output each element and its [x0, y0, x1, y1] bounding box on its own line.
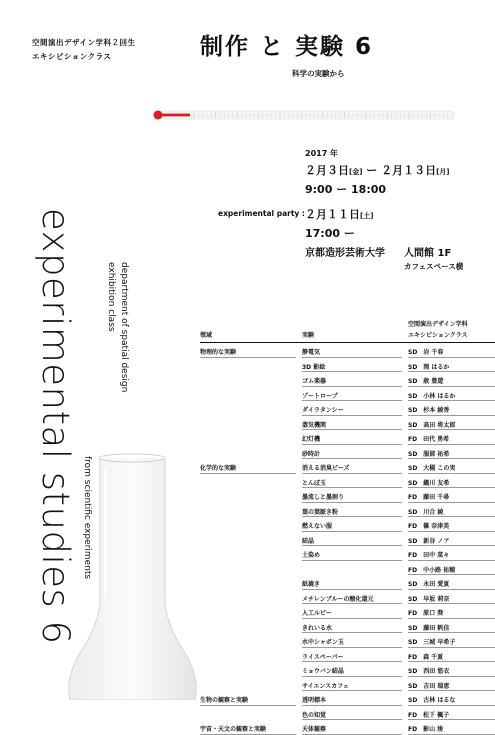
- table-row: [200, 575, 495, 590]
- student-cell: SD 西田 悠衣: [408, 668, 450, 675]
- student-cell: FD 篠 奈津美: [408, 523, 450, 530]
- experiment-cell: とんぼ玉: [302, 479, 327, 487]
- table-row: [200, 517, 495, 532]
- experiment-cell: 3D 影絵: [302, 363, 326, 371]
- table-row: [200, 633, 495, 648]
- table-row: [200, 401, 495, 416]
- experiment-cell: ゴム楽器: [302, 378, 327, 385]
- student-cell: SD 岡 はるか: [408, 363, 450, 371]
- experiment-cell: 墨流しと墨割り: [302, 494, 345, 501]
- party-label: experimental party :: [218, 209, 305, 218]
- table-row: [200, 619, 495, 634]
- experiment-cell: 水中シャボン玉: [302, 639, 344, 646]
- student-cell: SD 吉田 瑞恵: [408, 682, 450, 690]
- event-hours: 9:00 ー 18:00: [305, 183, 387, 196]
- flask-graphic: [60, 448, 200, 700]
- student-cell: SD 杉本 綾香: [408, 407, 450, 414]
- experiment-cell: 砂時計: [302, 450, 321, 458]
- field-cell: 物理的な実験: [200, 349, 237, 356]
- experiment-cell: 土染め: [302, 552, 321, 559]
- student-cell: SD 早坂 莉奈: [408, 595, 450, 603]
- field-cell: 宇宙・天文の観察と実験: [200, 726, 267, 733]
- table-row: [200, 416, 495, 431]
- table-row: [200, 677, 495, 692]
- experiment-cell: 透明標本: [302, 697, 327, 704]
- experiment-cell: 消える消臭ビーズ: [302, 465, 350, 472]
- experiment-cell: 幻灯機: [302, 436, 321, 443]
- experiment-cell: 人工ルビー: [302, 610, 332, 617]
- student-cell: FD 中小路 祐穂: [408, 566, 456, 574]
- student-cell: SD 高田 将太郎: [408, 421, 456, 429]
- field-cell: 生物の観察と実験: [200, 697, 249, 704]
- student-cell: SD 大槻 この実: [408, 465, 456, 472]
- experiment-cell: ゾートロープ: [302, 392, 338, 400]
- student-cell: FD 田代 勇希: [408, 436, 450, 443]
- student-cell: SD 織川 友希: [408, 479, 450, 487]
- student-cell: SD 藤田 帆佳: [408, 624, 450, 632]
- table-row: [200, 343, 495, 358]
- event-dates: ２月３日[金] ー ２月１３日[月]: [305, 164, 450, 177]
- department-line-1: 空間演出デザイン学科２回生: [32, 38, 136, 47]
- table-row: [200, 488, 495, 503]
- department-label: [32, 36, 135, 64]
- student-cell: FD 影山 竣: [408, 726, 444, 733]
- event-year: 2017 年: [305, 149, 339, 158]
- table-row: [200, 445, 495, 460]
- table-row: [200, 503, 495, 518]
- experiment-cell: 蒸気機関: [302, 421, 327, 429]
- experiment-cell: 静電気: [302, 349, 321, 356]
- table-row: [200, 691, 495, 706]
- student-cell: FD 原口 葵: [408, 610, 444, 617]
- student-cell: SD 新谷 ノア: [408, 537, 450, 545]
- table-row: [200, 590, 495, 605]
- table-row: [200, 662, 495, 677]
- student-cell: SD 三城 早希子: [408, 639, 456, 646]
- experiment-cell: 紙漉き: [302, 581, 321, 588]
- field-cell: 化学的な実験: [200, 465, 237, 472]
- experiment-cell: 葉の葉脈き粉: [302, 508, 339, 516]
- venue-location: カフェスペース横: [404, 262, 464, 271]
- experiment-cell: 色の知覚: [302, 711, 327, 719]
- experiment-table: [200, 343, 495, 735]
- student-cell: FD 田中 菜々: [408, 552, 450, 559]
- student-cell: FD 森 千夏: [408, 653, 444, 661]
- table-row: [200, 706, 495, 721]
- page-title: 制作 と 実験 6: [200, 34, 374, 60]
- table-row: [200, 387, 495, 402]
- experiment-cell: ダイラタンシー: [302, 407, 344, 414]
- student-cell: SD 服部 祐希: [408, 450, 450, 458]
- table-row: [200, 561, 495, 576]
- table-row: [200, 720, 495, 735]
- experiment-cell: メチレンブルーの酸化還元: [302, 595, 374, 603]
- experiment-cell: 結晶: [302, 537, 315, 545]
- student-cell: SD 古林 はるな: [408, 697, 456, 704]
- department-line-2: エキシビションクラス: [32, 52, 112, 61]
- student-cell: SD 赦 豊遊: [408, 378, 444, 385]
- table-row: [200, 532, 495, 547]
- column-header-field: 領域: [200, 332, 213, 339]
- student-cell: SD 永田 愛夏: [408, 581, 450, 588]
- student-cell: FD 松下 楓子: [408, 711, 450, 719]
- student-cell: SD 岩 千春: [408, 349, 444, 356]
- venue-name: 京都造形芸術大学: [305, 248, 385, 259]
- experiment-cell: サイエンスカフェ: [302, 682, 349, 690]
- vertical-main-title: experimental studies 6: [34, 208, 77, 645]
- experiment-cell: 天体観察: [302, 726, 327, 733]
- table-row: [200, 358, 495, 373]
- table-row: [200, 459, 495, 474]
- table-row: [200, 604, 495, 619]
- table-row: [200, 546, 495, 561]
- party-date: ２月１１日[土]: [305, 208, 374, 221]
- party-time: 17:00 ー: [305, 227, 355, 240]
- page-subtitle: 科学の実験から: [292, 69, 345, 78]
- experiment-cell: きれいる水: [302, 624, 333, 632]
- experiment-cell: ミョウバン結晶: [302, 668, 344, 675]
- venue-room: 人間館 1F: [404, 248, 452, 259]
- vertical-department: department of spatial design exhibition class: [106, 262, 129, 393]
- table-row: [200, 430, 495, 445]
- thermometer-graphic: [152, 108, 457, 122]
- vertical-subtitle: from scientific experiments: [82, 456, 92, 580]
- experiment-cell: 燃えない服: [302, 523, 333, 530]
- experiment-cell: ライスペーパー: [302, 653, 344, 661]
- column-header-experiment: 実験: [302, 332, 315, 339]
- table-row: [200, 372, 495, 387]
- student-cell: SD 小林 はるか: [408, 392, 456, 400]
- table-row: [200, 474, 495, 489]
- student-cell: SD 川合 綾: [408, 508, 444, 516]
- column-header-students: 空間演出デザイン学科 エキシビションクラス: [408, 321, 468, 339]
- table-row: [200, 648, 495, 663]
- student-cell: FD 藤田 千尋: [408, 494, 450, 501]
